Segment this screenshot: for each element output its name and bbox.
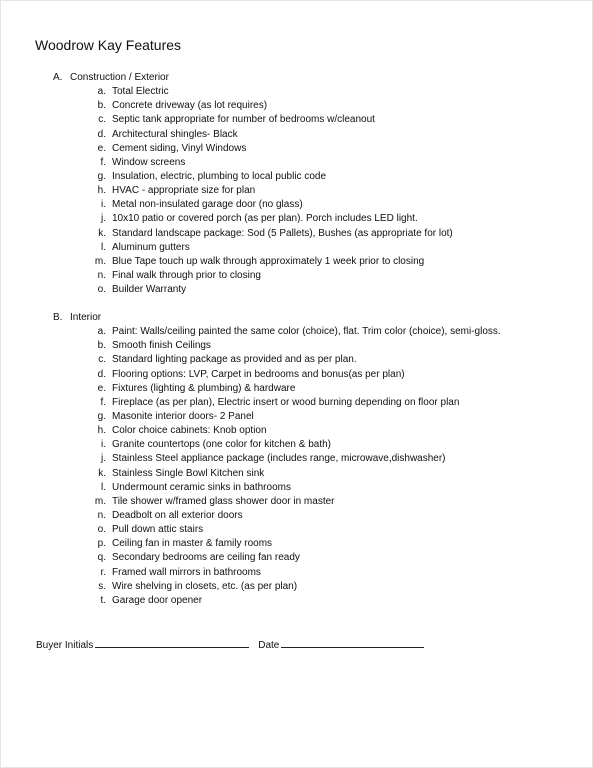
section-title: Construction / Exterior [70, 72, 169, 83]
list-item-letter: n. [97, 509, 106, 521]
buyer-initials-field[interactable] [95, 636, 249, 648]
document-title: Woodrow Kay Features [35, 37, 182, 53]
list-item-letter: k. [98, 467, 106, 479]
list-item-text: Smooth finish Ceilings [112, 340, 211, 352]
list-item [53, 184, 453, 198]
buyer-initials-label: Buyer Initials [36, 640, 94, 651]
list-item-letter: h. [97, 425, 106, 437]
list-item [53, 438, 501, 452]
list-item-letter: b. [97, 100, 106, 112]
list-item-text: Garage door opener [112, 594, 203, 606]
list-item-letter: i. [101, 439, 106, 451]
list-item-letter: b. [97, 340, 106, 352]
list-item-letter: s. [98, 580, 106, 592]
section-title: Interior [70, 312, 102, 323]
section-letter: B. [53, 312, 63, 323]
list-item [53, 467, 501, 481]
list-item-text: Metal non-insulated garage door (no glass) [112, 199, 303, 211]
list-item-text: Flooring options: LVP, Carpet in bedrooms and bonus(as per plan) [112, 368, 405, 380]
list-item-letter: m. [94, 255, 106, 267]
list-item-text: Fixtures (lighting & plumbing) & hardware [112, 382, 296, 394]
list-item-letter: d. [97, 368, 106, 380]
list-item-text: Masonite interior doors- 2 Panel [112, 410, 254, 422]
list-item [53, 283, 453, 297]
list-item-text: Framed wall mirrors in bathrooms [112, 566, 261, 578]
list-item-text: Builder Warranty [112, 284, 187, 296]
signature-row [36, 636, 424, 653]
list-item [53, 269, 453, 283]
list-item-letter: q. [97, 552, 106, 564]
list-item-letter: c. [98, 114, 106, 126]
list-item [53, 424, 501, 438]
list-item [53, 255, 453, 269]
list-item-letter: n. [97, 269, 106, 281]
list-item [53, 85, 453, 99]
list-item-text: Secondary bedrooms are ceiling fan ready [112, 552, 300, 564]
list-item [53, 227, 453, 241]
list-item-text: Ceiling fan in master & family rooms [112, 538, 273, 550]
list-item-text: Paint: Walls/ceiling painted the same color (choice), flat. Trim color (choice), semi-gloss. [112, 326, 501, 338]
list-item [53, 594, 501, 608]
list-item-letter: d. [97, 128, 106, 140]
list-item [53, 580, 501, 594]
list-item [53, 382, 501, 396]
list-item-text: Septic tank appropriate for number of bedrooms w/cleanout [112, 114, 375, 126]
list-item-text: Blue Tape touch up walk through approximately 1 week prior to closing [112, 255, 425, 267]
list-item-text: Total Electric [112, 86, 169, 98]
section-construction-exterior [53, 71, 453, 297]
list-item-letter: j. [101, 453, 106, 465]
list-item-letter: e. [97, 142, 106, 154]
list-item-letter: g. [97, 170, 106, 182]
list-item [53, 156, 453, 170]
list-item [53, 537, 501, 551]
list-item [53, 452, 501, 466]
list-item-text: Concrete driveway (as lot requires) [112, 100, 268, 112]
list-item-text: Deadbolt on all exterior doors [112, 509, 243, 521]
list-item [53, 353, 501, 367]
list-item-text: Window screens [112, 156, 186, 168]
list-item-text: Fireplace (as per plan), Electric insert or wood burning depending on floor plan [112, 396, 460, 408]
list-item [53, 566, 501, 580]
list-item [53, 410, 501, 424]
list-item-text: Cement siding, Vinyl Windows [112, 142, 247, 154]
list-item-letter: e. [97, 382, 106, 394]
list-item [53, 509, 501, 523]
list-item [53, 128, 453, 142]
list-item [53, 495, 501, 509]
list-item [53, 325, 501, 339]
list-item-text: Standard landscape package: Sod (5 Pallets), Bushes (as appropriate for lot) [112, 227, 453, 239]
section-heading [53, 311, 501, 325]
list-item-text: Undermount ceramic sinks in bathrooms [112, 481, 291, 493]
section-interior [53, 311, 501, 608]
list-item-letter: i. [101, 199, 106, 211]
list-item-text: Color choice cabinets: Knob option [112, 425, 267, 437]
list-item-letter: a. [97, 326, 106, 338]
list-item [53, 339, 501, 353]
list-item-text: Architectural shingles- Black [112, 128, 238, 140]
list-item-text: Granite countertops (one color for kitchen & bath) [112, 439, 332, 451]
list-item-letter: f. [100, 396, 106, 408]
list-item [53, 368, 501, 382]
list-item [53, 241, 453, 255]
list-item [53, 113, 453, 127]
list-item [53, 212, 453, 226]
list-item-letter: c. [98, 354, 106, 366]
list-item-text: Tile shower w/framed glass shower door in master [112, 495, 335, 507]
feature-list [53, 325, 501, 608]
list-item-text: Stainless Steel appliance package (includes range, microwave,dishwasher) [112, 453, 446, 465]
list-item [53, 170, 453, 184]
date-label: Date [258, 640, 280, 651]
list-item [53, 142, 453, 156]
list-item-letter: r. [100, 566, 106, 578]
list-item-letter: a. [97, 86, 106, 98]
list-item-text: HVAC - appropriate size for plan [112, 185, 256, 197]
date-field[interactable] [281, 636, 424, 648]
list-item-letter: l. [101, 481, 106, 493]
list-item [53, 99, 453, 113]
list-item-text: Pull down attic stairs [112, 524, 204, 536]
list-item-letter: h. [97, 185, 106, 197]
list-item-letter: o. [97, 524, 106, 536]
list-item-text: Wire shelving in closets, etc. (as per plan) [112, 580, 298, 592]
list-item-letter: p. [97, 538, 106, 550]
list-item [53, 198, 453, 212]
list-item-letter: m. [94, 495, 106, 507]
list-item-letter: l. [101, 241, 106, 253]
list-item-letter: o. [97, 284, 106, 296]
list-item-text: Stainless Single Bowl Kitchen sink [112, 467, 265, 479]
list-item-text: Insulation, electric, plumbing to local public code [112, 170, 327, 182]
feature-list [53, 85, 453, 297]
list-item [53, 396, 501, 410]
list-item-letter: f. [100, 156, 106, 168]
list-item [53, 551, 501, 565]
list-item-text: Standard lighting package as provided and as per plan. [112, 354, 357, 366]
list-item-text: Final walk through prior to closing [112, 269, 261, 281]
list-item [53, 523, 501, 537]
section-heading [53, 71, 453, 85]
list-item [53, 481, 501, 495]
list-item-letter: k. [98, 227, 106, 239]
list-item-letter: t. [100, 594, 106, 606]
list-item-text: 10x10 patio or covered porch (as per plan). Porch includes LED light. [112, 213, 418, 225]
list-item-text: Aluminum gutters [112, 241, 190, 253]
list-item-letter: j. [101, 213, 106, 225]
section-letter: A. [53, 72, 63, 83]
list-item-letter: g. [97, 410, 106, 422]
